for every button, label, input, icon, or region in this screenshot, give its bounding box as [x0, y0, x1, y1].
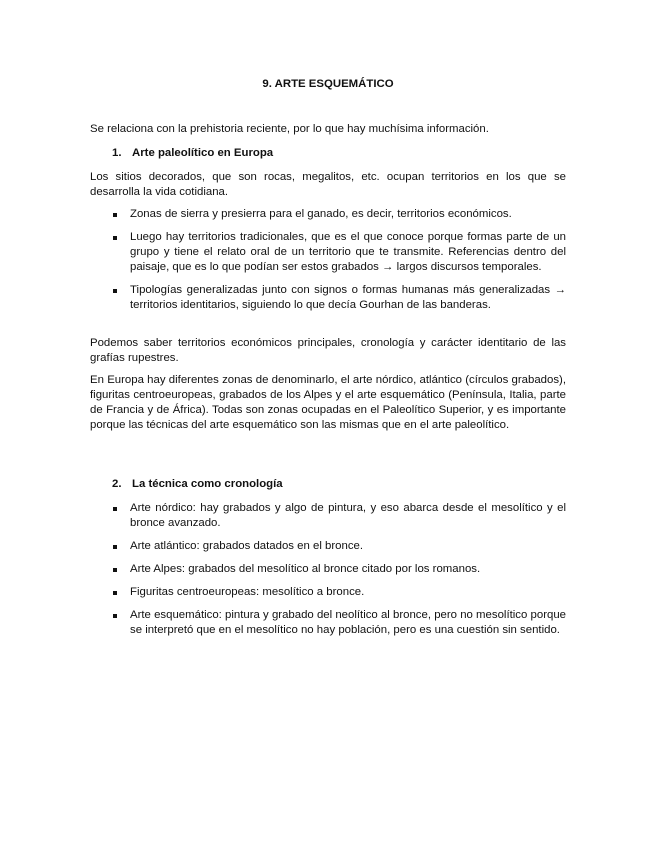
- page-title: 9. ARTE ESQUEMÁTICO: [262, 78, 394, 90]
- list-item-text: Zonas de sierra y presierra para el ganado, es decir, territorios económicos.: [130, 208, 512, 220]
- bullet-icon: [113, 236, 117, 240]
- list-item-text: Arte Alpes: grabados del mesolítico al bronce citado por los romanos.: [130, 563, 481, 575]
- section-1-title: Arte paleolítico en Europa: [132, 147, 274, 159]
- section-1-number: 1.: [112, 147, 122, 159]
- bullet-icon: [113, 545, 117, 549]
- section-2-number: 2.: [112, 478, 122, 490]
- section-2-bullet-list: [112, 501, 566, 646]
- list-item: [112, 230, 566, 275]
- list-item-text: Luego hay territorios tradicionales, que es el que conoce porque formas parte de un grupo y tiene el relato oral de un territorio que te transmite. Referencias dentro del paisaje, que es lo que podían ser estos grabados → largos discursos temporales.: [130, 231, 566, 273]
- bullet-icon: [113, 614, 117, 618]
- section-2-title: La técnica como cronología: [132, 478, 283, 490]
- section-1-paragraph-3: En Europa hay diferentes zonas de denominarlo, el arte nórdico, atlántico (círculos grabados), figuritas centroeuropeas, grabados de los Alpes y el arte esquemático (Península, Italia, parte de Francia y de África). Todas son zonas ocupadas en el Paleolítico Superior, y es importante porque las técnicas del arte esquemático son las mismas que en el arte paleolítico.: [90, 374, 566, 431]
- list-item-text: Tipologías generalizadas junto con signos o formas humanas más generalizadas → territorios identitarios, siguiendo lo que decía Gourhan de las banderas.: [130, 284, 566, 311]
- list-item-text: Arte atlántico: grabados datados en el bronce.: [130, 540, 364, 552]
- bullet-icon: [113, 213, 117, 217]
- list-item-text: Arte nórdico: hay grabados y algo de pintura, y eso abarca desde el mesolítico y el bronce avanzado.: [130, 502, 566, 529]
- list-item: [112, 283, 566, 313]
- list-item: [112, 539, 566, 554]
- list-item-text: Arte esquemático: pintura y grabado del neolítico al bronce, pero no mesolítico porque se interpretó que en el mesolítico no hay población, pero es una cuestión sin sentido.: [130, 609, 566, 636]
- list-item: [112, 608, 566, 638]
- list-item: [112, 207, 566, 222]
- list-item-text: Figuritas centroeuropeas: mesolítico a bronce.: [130, 586, 365, 598]
- section-2-heading: [112, 477, 283, 492]
- intro-paragraph: Se relaciona con la prehistoria reciente, por lo que hay muchísima información.: [90, 123, 489, 135]
- bullet-icon: [113, 289, 117, 293]
- list-item: [112, 585, 566, 600]
- list-item: [112, 562, 566, 577]
- section-1-paragraph-1: Los sitios decorados, que son rocas, megalitos, etc. ocupan territorios en los que se desarrolla la vida cotidiana.: [90, 171, 566, 198]
- bullet-icon: [113, 568, 117, 572]
- section-1-paragraph-2: Podemos saber territorios económicos principales, cronología y carácter identitario de las grafías rupestres.: [90, 337, 566, 364]
- bullet-icon: [113, 591, 117, 595]
- section-1-bullet-list: [112, 207, 566, 321]
- bullet-icon: [113, 507, 117, 511]
- list-item: [112, 501, 566, 531]
- section-1-heading: [112, 146, 273, 161]
